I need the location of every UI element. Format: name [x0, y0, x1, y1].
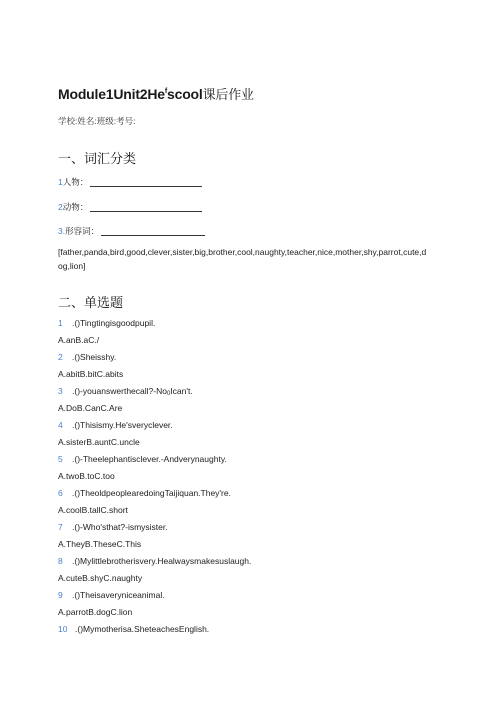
question-number: 3: [58, 386, 63, 396]
question-text: .()Mymotherisa.SheteachesEnglish.: [75, 624, 210, 634]
question-number: 5: [58, 454, 63, 464]
fill-item-number: 3.: [58, 226, 66, 236]
question-2-options: A.abitB.bitC.abits: [58, 369, 124, 379]
question-text: .()-Theelephantisclever.-Andverynaughty.: [72, 454, 227, 464]
answer-blank[interactable]: [90, 177, 202, 187]
fill-item-label: 形容词：: [65, 226, 100, 236]
question-10: [58, 624, 209, 634]
question-6: [58, 488, 231, 498]
question-9-options: A.parrotB.dogC.lion: [58, 607, 133, 617]
question-7: [58, 522, 168, 532]
question-9: [58, 590, 165, 600]
question-text: .()TheoldpeoplearedoingTaijiquan.They're.: [72, 488, 231, 498]
question-1: [58, 318, 155, 328]
title-rest: scool: [167, 86, 203, 102]
title-main: Module1Unit2He: [58, 86, 165, 102]
section2-heading: 二、单选题: [58, 295, 124, 310]
answer-blank[interactable]: [90, 202, 202, 212]
word-bank: [father,panda,bird,good,clever,sister,big,brother,cool,naughty,teacher,nice,mother,shy,parrot,cute,dog,lion]: [58, 247, 427, 271]
fill-item-number: 1: [58, 177, 63, 187]
question-number: 7: [58, 522, 63, 532]
question-7-options: A.TheyB.TheseC.This: [58, 539, 142, 549]
section1-heading: 一、词汇分类: [58, 151, 137, 166]
question-subscript: 0: [166, 391, 171, 397]
question-number: 6: [58, 488, 63, 498]
title-chinese: 课后作业: [202, 87, 254, 102]
question-text: .()Mylittlebrotherisvery.Healwaysmakesuslaugh.: [72, 556, 252, 566]
answer-blank[interactable]: [101, 226, 205, 236]
question-text-after: Ican't.: [170, 386, 193, 396]
question-6-options: A.coolB.tallC.short: [58, 505, 128, 515]
question-5: [58, 454, 227, 464]
student-info-line: 学校:姓名:班级:考号:: [58, 116, 136, 126]
question-1-options: A.anB.aC./: [58, 335, 100, 345]
fill-item-number: 2: [58, 202, 63, 212]
question-number: 4: [58, 420, 63, 430]
question-number: 2: [58, 352, 63, 362]
question-3-options: A.DoB.CanC.Are: [58, 403, 123, 413]
question-text: .()Thisismy.He'sveryclever.: [72, 420, 173, 430]
question-number: 10: [58, 624, 68, 634]
question-8: [58, 556, 251, 566]
question-text: .()-Who'sthat?-ismysister.: [72, 522, 168, 532]
question-text: .()Sheisshy.: [72, 352, 117, 362]
question-4-options: A.sisterB.auntC.uncle: [58, 437, 140, 447]
question-number: 9: [58, 590, 63, 600]
question-2: [58, 352, 116, 362]
question-number: 8: [58, 556, 63, 566]
fill-item-label: 人物：: [62, 177, 89, 187]
question-number: 1: [58, 318, 63, 328]
question-text: .()Theisaveryniceanimal.: [72, 590, 165, 600]
question-5-options: A.twoB.toC.too: [58, 471, 115, 481]
page-title: [58, 84, 254, 103]
question-3: [58, 386, 193, 397]
title-superscript: f: [164, 88, 168, 95]
fill-item-3: [58, 225, 205, 237]
question-8-options: A.cuteB.shyC.naughty: [58, 573, 143, 583]
fill-item-2: [58, 201, 202, 213]
fill-item-1: [58, 176, 202, 188]
question-text: .()-youanswerthecall?-No: [72, 386, 167, 396]
fill-item-label: 动物：: [62, 202, 89, 212]
question-4: [58, 420, 173, 430]
question-text: .()Tingtingisgoodpupil.: [72, 318, 156, 328]
